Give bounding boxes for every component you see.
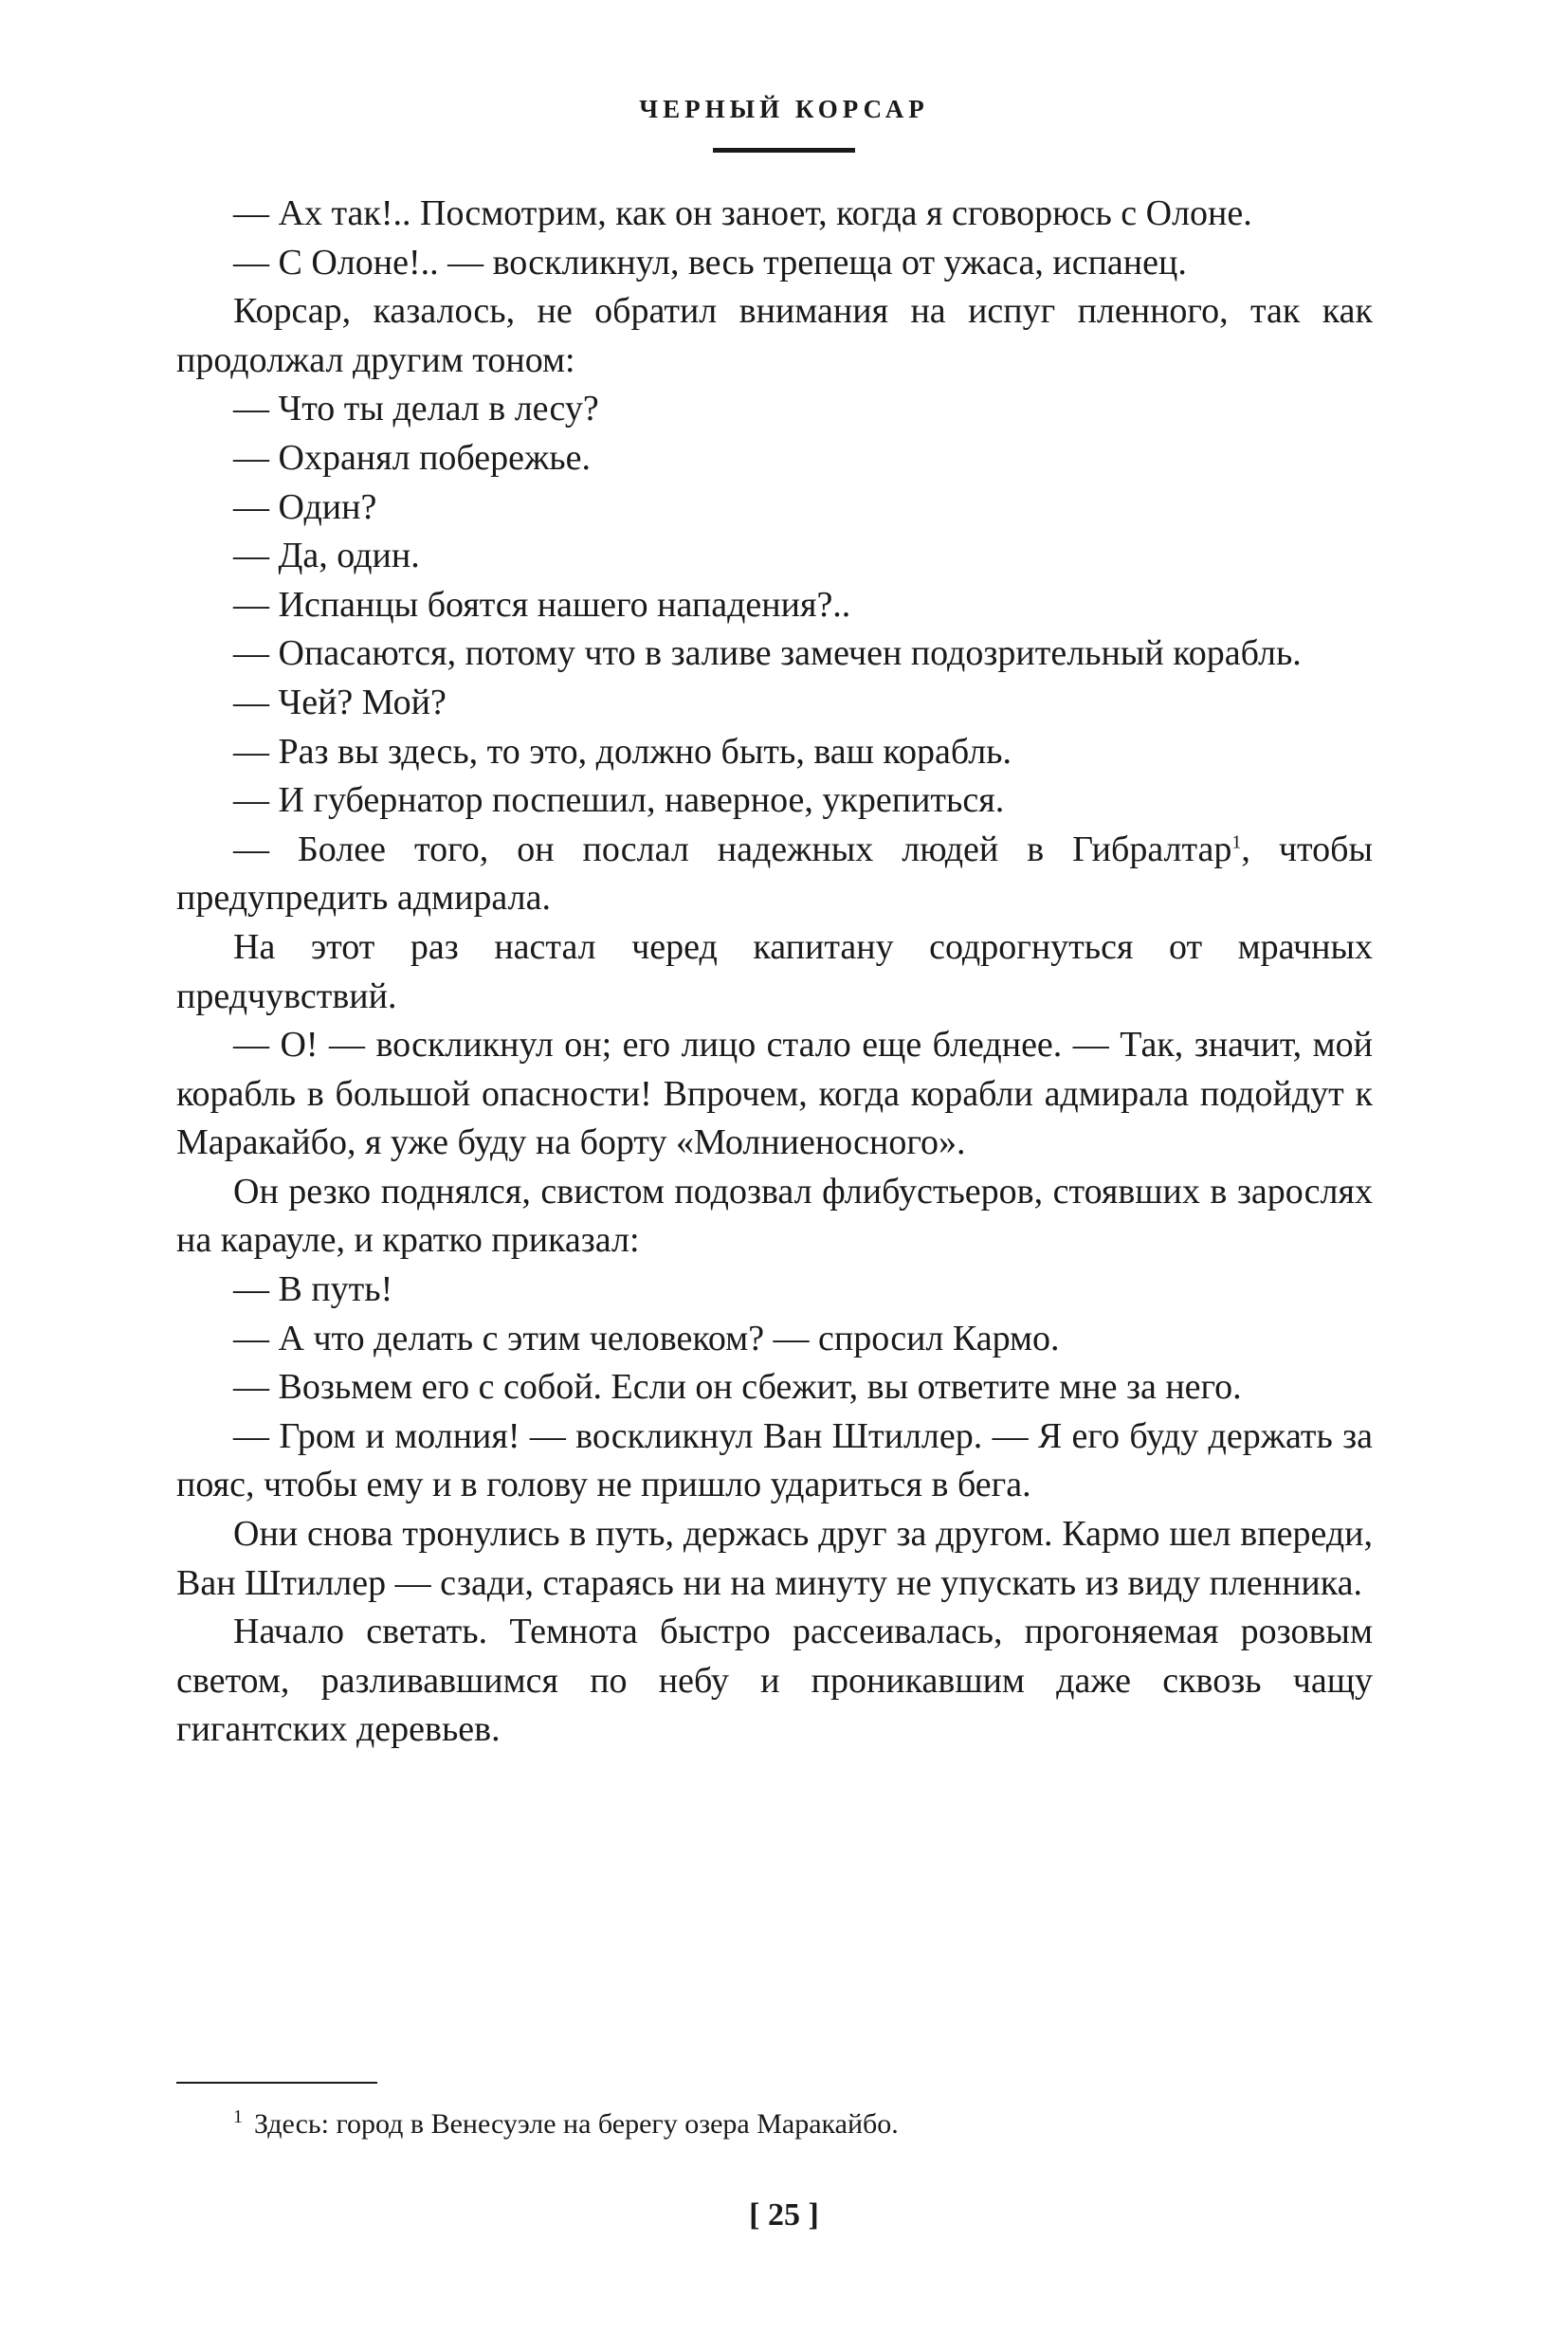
paragraph-1: — Ах так!.. Посмотрим, как он заноет, когда я сговорюсь с Олоне. <box>233 193 1252 233</box>
paragraph-16: Он резко поднялся, свистом подозвал флибустьеров, стоявших в зарослях на карауле, и кратко приказал: <box>176 1171 1373 1261</box>
paragraph-13 <box>176 826 1373 923</box>
paragraph-13-text: — Более того, он послал надежных людей в Гибралтар <box>233 829 1232 869</box>
paragraph-11: — Раз вы здесь, то это, должно быть, ваш корабль. <box>233 731 1012 772</box>
paragraph-5: — Охранял побережье. <box>233 437 591 478</box>
footnote-rule <box>176 2082 377 2084</box>
page-number: [ 25 ] <box>749 2197 819 2233</box>
paragraph-21: Они снова тронулись в путь, держась друг за другом. Кармо шел впереди, Ван Штиллер — сзади, стараясь ни на минуту не упускать из виду пленника. <box>176 1514 1373 1603</box>
footnote-text: Здесь: город в Венесуэле на берегу озера Маракайбо. <box>254 2108 899 2140</box>
paragraph-19: — Возьмем его с собой. Если он сбежит, вы ответите мне за него. <box>233 1367 1242 1408</box>
text-body <box>176 190 1373 1755</box>
header-rule <box>713 148 855 153</box>
paragraph-8: — Испанцы боятся нашего нападения?.. <box>233 584 851 625</box>
paragraph-4: — Что ты делал в лесу? <box>233 389 599 429</box>
paragraph-14: На этот раз настал черед капитану содрогнуться от мрачных предчувствий. <box>176 926 1373 1016</box>
running-title: ЧЕРНЫЙ КОРСАР <box>639 95 929 123</box>
paragraph-9: — Опасаются, потому что в заливе замечен подозрительный корабль. <box>233 633 1302 674</box>
paragraph-18: — А что делать с этим человеком? — спросил Кармо. <box>233 1318 1060 1358</box>
paragraph-10: — Чей? Мой? <box>233 682 447 722</box>
paragraph-15: — О! — воскликнул он; его лицо стало еще бледнее. — Так, значит, мой корабль в большой опасности! Впрочем, когда корабли адмирала подойдут к Маракайбо, я уже буду на борту «Молниеносного». <box>176 1025 1373 1163</box>
footnote-marker: 1 <box>233 2106 243 2127</box>
paragraph-13-tail: , чтобы предупредить адмирала. <box>176 829 1373 919</box>
footnote-reference[interactable]: 1 <box>1231 831 1242 853</box>
paragraph-17: — В путь! <box>233 1269 393 1310</box>
paragraph-6: — Один? <box>233 486 377 527</box>
paragraph-3: Корсар, казалось, не обратил внимания на испуг пленного, так как продолжал другим тоном: <box>176 291 1373 380</box>
paragraph-20: — Гром и молния! — воскликнул Ван Штиллер. — Я его буду держать за пояс, чтобы ему и в голову не пришло удариться в бега. <box>176 1415 1373 1505</box>
paragraph-12: — И губернатор поспешил, наверное, укрепиться. <box>233 780 1005 821</box>
paragraph-7: — Да, один. <box>233 536 420 576</box>
footnote <box>233 2107 899 2141</box>
paragraph-22: Начало светать. Темнота быстро рассеивалась, прогоняемая розовым светом, разливавшимся по небу и проникавшим даже сквозь чащу гигантских деревьев. <box>176 1612 1373 1750</box>
paragraph-2: — С Олоне!.. — воскликнул, весь трепеща от ужаса, испанец. <box>233 242 1187 282</box>
